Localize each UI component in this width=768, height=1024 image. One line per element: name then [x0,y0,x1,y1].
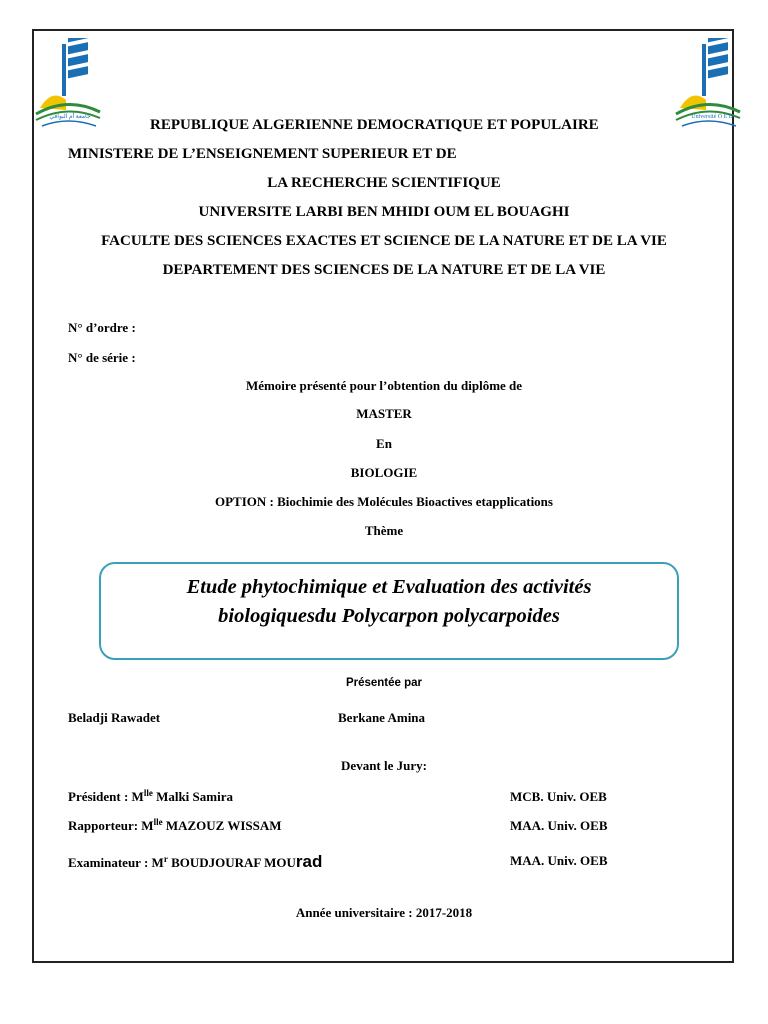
jury-name: Malki Samira [156,789,233,804]
ministry-line2: LA RECHERCHE SCIENTIFIQUE [267,175,501,191]
university-name: UNIVERSITE LARBI BEN MHIDI OUM EL BOUAGHI [198,204,570,220]
jury-name: MAZOUZ WISSAM [165,818,282,833]
university-logo-right [672,38,744,134]
jury-member-rapporteur [68,818,282,834]
jury-title-sup: lle [143,788,153,798]
faculty-name: FACULTE DES SCIENCES EXACTES ET SCIENCE DE LA NATURE ET DE LA VIE [101,233,667,249]
author-1: Beladji Rawadet [68,710,161,725]
degree-option: OPTION : Biochimie des Molécules Bioactives etapplications [215,494,553,509]
order-number-label: N° d’ordre : [68,320,136,335]
jury-name: BOUDJOURAF MOU [171,855,296,870]
university-logo-left [32,38,104,134]
theme-label: Thème [364,523,404,538]
jury-role: Examinateur : M [68,855,164,870]
jury-name-suffix: rad [295,852,323,871]
logo-left-caption: جامعة أم البواقي [49,114,91,120]
jury-title-sup: lle [153,817,163,827]
jury-affiliation: MAA. Univ. OEB [510,818,608,833]
university-logo-icon [36,38,100,126]
jury-member-examinateur [68,852,322,872]
jury-affiliation: MCB. Univ. OEB [510,789,607,804]
ministry-line1: MINISTERE DE L’ENSEIGNEMENT SUPERIEUR ET DE [68,146,457,162]
presented-by-label: Présentée par [345,677,423,689]
jury-affiliation: MAA. Univ. OEB [510,853,608,868]
jury-member-president [68,789,233,805]
thesis-title-line2: biologiquesdu Polycarpon polycarpoides [218,605,560,627]
degree-level: MASTER [356,406,412,421]
author-2: Berkane Amina [338,710,426,725]
degree-intro: Mémoire présenté pour l’obtention du diplôme de [245,378,523,393]
degree-field: BIOLOGIE [350,465,418,480]
serial-number-label: N° de série : [68,350,136,365]
degree-en: En [376,436,392,451]
republic-heading: REPUBLIQUE ALGERIENNE DEMOCRATIQUE ET POPULAIRE [150,117,599,133]
jury-label: Devant le Jury: [341,758,427,773]
department-name: DEPARTEMENT DES SCIENCES DE LA NATURE ET DE LA VIE [162,262,606,278]
jury-role: Président : M [68,789,144,804]
thesis-title-line1: Etude phytochimique et Evaluation des activités [186,576,592,598]
university-logo-icon [676,38,740,126]
logo-right-caption: Université O E B [691,114,733,120]
jury-role: Rapporteur: M [68,818,154,833]
jury-title-sup: r [163,854,168,864]
thesis-title-box [99,562,679,660]
academic-year: Année universitaire : 2017-2018 [295,905,473,920]
